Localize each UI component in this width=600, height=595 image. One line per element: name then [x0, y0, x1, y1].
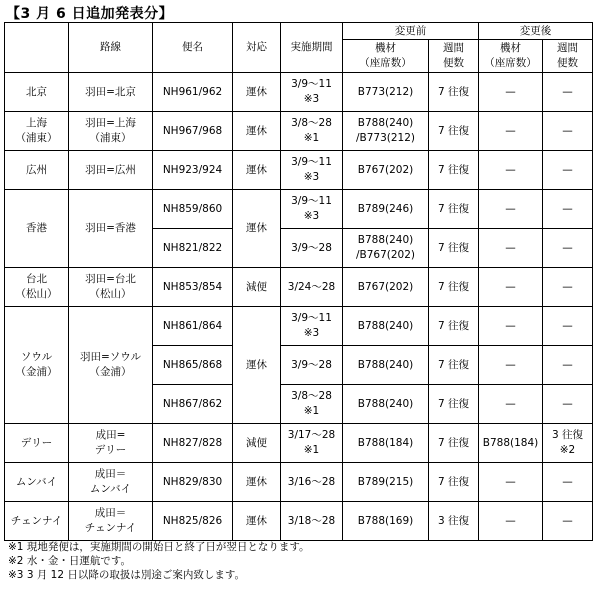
- footnote-2: ※2 水・金・日運航です。: [8, 555, 131, 567]
- table-row: [5, 463, 593, 502]
- period-cell: 3/16～28: [281, 463, 343, 502]
- header-city: [5, 23, 69, 73]
- city-cell: チェンナイ: [5, 502, 69, 541]
- period-cell: 3/9～11 ※3: [281, 151, 343, 190]
- frequency-cell: 7 往復: [429, 268, 479, 307]
- after-equipment-cell: —: [479, 463, 543, 502]
- table-row: [5, 190, 593, 229]
- after-frequency-cell: —: [543, 190, 593, 229]
- after-frequency-cell: —: [543, 73, 593, 112]
- city-cell: デリー: [5, 424, 69, 463]
- frequency-cell: 7 往復: [429, 424, 479, 463]
- after-equipment-cell: —: [479, 151, 543, 190]
- header-period: 実施期間: [281, 23, 343, 73]
- city-cell: 北京: [5, 73, 69, 112]
- frequency-cell: 7 往復: [429, 151, 479, 190]
- equipment-cell: B788(240) /B767(202): [343, 229, 429, 268]
- city-cell: ムンバイ: [5, 463, 69, 502]
- header-before-equipment: 機材 （座席数）: [343, 40, 429, 73]
- header-route: 路線: [69, 23, 153, 73]
- route-cell: 羽田=ソウル （金浦）: [69, 307, 153, 424]
- action-cell: 運休: [233, 73, 281, 112]
- after-equipment-cell: —: [479, 229, 543, 268]
- period-cell: 3/9～11 ※3: [281, 307, 343, 346]
- footnote-1: ※1 現地発便は，実施期間の開始日と終了日が翌日となります。: [8, 541, 310, 553]
- header-before: 変更前: [343, 23, 479, 40]
- city-cell: 香港: [5, 190, 69, 268]
- equipment-cell: B767(202): [343, 151, 429, 190]
- route-cell: 羽田=台北 （松山）: [69, 268, 153, 307]
- action-cell: 運休: [233, 112, 281, 151]
- flight-cell: NH961/962: [153, 73, 233, 112]
- period-cell: 3/8～28 ※1: [281, 385, 343, 424]
- period-cell: 3/9～11 ※3: [281, 73, 343, 112]
- flight-cell: NH865/868: [153, 346, 233, 385]
- city-cell: ソウル （金浦）: [5, 307, 69, 424]
- after-frequency-cell: —: [543, 502, 593, 541]
- after-equipment-cell: —: [479, 385, 543, 424]
- equipment-cell: B788(240): [343, 346, 429, 385]
- frequency-cell: 7 往復: [429, 229, 479, 268]
- route-cell: 羽田=広州: [69, 151, 153, 190]
- table-row: [5, 268, 593, 307]
- flight-cell: NH859/860: [153, 190, 233, 229]
- route-cell: 羽田=北京: [69, 73, 153, 112]
- header-after-equipment: 機材 （座席数）: [479, 40, 543, 73]
- frequency-cell: 7 往復: [429, 385, 479, 424]
- frequency-cell: 7 往復: [429, 112, 479, 151]
- period-cell: 3/17～28 ※1: [281, 424, 343, 463]
- header-after: 変更後: [479, 23, 593, 40]
- equipment-cell: B788(169): [343, 502, 429, 541]
- after-equipment-cell: B788(184): [479, 424, 543, 463]
- table-row: [5, 151, 593, 190]
- after-equipment-cell: —: [479, 73, 543, 112]
- route-cell: 羽田=香港: [69, 190, 153, 268]
- equipment-cell: B788(240): [343, 385, 429, 424]
- after-equipment-cell: —: [479, 502, 543, 541]
- table-row: [5, 502, 593, 541]
- action-cell: 運休: [233, 190, 281, 268]
- period-cell: 3/18～28: [281, 502, 343, 541]
- after-equipment-cell: —: [479, 307, 543, 346]
- frequency-cell: 7 往復: [429, 463, 479, 502]
- action-cell: 減便: [233, 424, 281, 463]
- city-cell: 上海 （浦東）: [5, 112, 69, 151]
- equipment-cell: B773(212): [343, 73, 429, 112]
- footnote-3: ※3 3 月 12 日以降の取扱は別途ご案内致します。: [8, 569, 246, 581]
- period-cell: 3/24～28: [281, 268, 343, 307]
- frequency-cell: 7 往復: [429, 73, 479, 112]
- equipment-cell: B789(246): [343, 190, 429, 229]
- flight-cell: NH853/854: [153, 268, 233, 307]
- frequency-cell: 7 往復: [429, 190, 479, 229]
- after-frequency-cell: —: [543, 463, 593, 502]
- equipment-cell: B788(240): [343, 307, 429, 346]
- action-cell: 運休: [233, 502, 281, 541]
- table-row: [5, 73, 593, 112]
- after-equipment-cell: —: [479, 112, 543, 151]
- after-frequency-cell: —: [543, 385, 593, 424]
- after-frequency-cell: —: [543, 307, 593, 346]
- period-cell: 3/9～28: [281, 346, 343, 385]
- action-cell: 運休: [233, 151, 281, 190]
- period-cell: 3/9～28: [281, 229, 343, 268]
- after-frequency-cell: 3 往復 ※2: [543, 424, 593, 463]
- equipment-cell: B788(184): [343, 424, 429, 463]
- equipment-cell: B789(215): [343, 463, 429, 502]
- period-cell: 3/8～28 ※1: [281, 112, 343, 151]
- table-row: [5, 307, 593, 346]
- frequency-cell: 7 往復: [429, 346, 479, 385]
- flight-cell: NH821/822: [153, 229, 233, 268]
- after-frequency-cell: —: [543, 112, 593, 151]
- action-cell: 運休: [233, 463, 281, 502]
- header-before-weekly: 週間 便数: [429, 40, 479, 73]
- route-cell: 成田＝ ムンバイ: [69, 463, 153, 502]
- table-row: [5, 424, 593, 463]
- after-frequency-cell: —: [543, 229, 593, 268]
- flight-cell: NH861/864: [153, 307, 233, 346]
- flight-change-table: [4, 22, 593, 541]
- flight-cell: NH923/924: [153, 151, 233, 190]
- frequency-cell: 7 往復: [429, 307, 479, 346]
- after-frequency-cell: —: [543, 268, 593, 307]
- city-cell: 台北 （松山）: [5, 268, 69, 307]
- after-equipment-cell: —: [479, 346, 543, 385]
- flight-cell: NH825/826: [153, 502, 233, 541]
- header-flight: 便名: [153, 23, 233, 73]
- city-cell: 広州: [5, 151, 69, 190]
- header-after-weekly: 週間 便数: [543, 40, 593, 73]
- flight-cell: NH827/828: [153, 424, 233, 463]
- after-equipment-cell: —: [479, 190, 543, 229]
- route-cell: 成田＝ チェンナイ: [69, 502, 153, 541]
- equipment-cell: B767(202): [343, 268, 429, 307]
- action-cell: 減便: [233, 268, 281, 307]
- action-cell: 運休: [233, 307, 281, 424]
- after-frequency-cell: —: [543, 346, 593, 385]
- after-frequency-cell: —: [543, 151, 593, 190]
- page-title: 【3 月 6 日追加発表分】: [6, 6, 174, 22]
- footnotes: [8, 540, 309, 582]
- flight-cell: NH829/830: [153, 463, 233, 502]
- period-cell: 3/9～11 ※3: [281, 190, 343, 229]
- equipment-cell: B788(240) /B773(212): [343, 112, 429, 151]
- route-cell: 羽田=上海 （浦東）: [69, 112, 153, 151]
- table-row: [5, 112, 593, 151]
- route-cell: 成田= デリー: [69, 424, 153, 463]
- frequency-cell: 3 往復: [429, 502, 479, 541]
- after-equipment-cell: —: [479, 268, 543, 307]
- flight-cell: NH967/968: [153, 112, 233, 151]
- flight-cell: NH867/862: [153, 385, 233, 424]
- header-action: 対応: [233, 23, 281, 73]
